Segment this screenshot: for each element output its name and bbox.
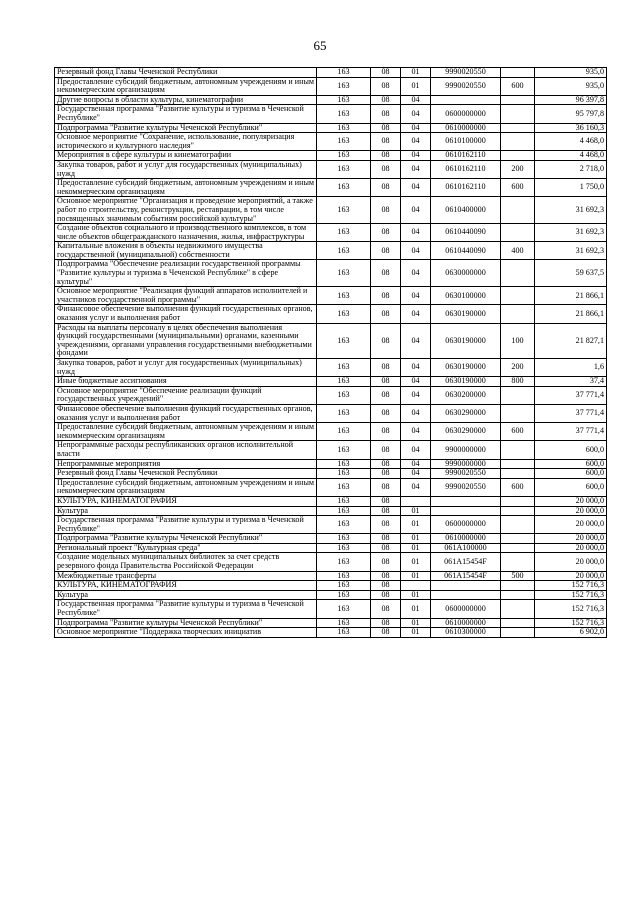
row-code-cell: 163 <box>317 590 371 600</box>
row-target-article-cell: 9900000000 <box>431 441 501 459</box>
row-section-cell: 08 <box>371 68 401 78</box>
row-code-cell: 163 <box>317 242 371 260</box>
row-name-cell: Государственная программа "Развитие культуры и туризма в Чеченской Республике" <box>55 600 317 618</box>
row-amount-cell: 37,4 <box>535 377 607 387</box>
row-code-cell: 163 <box>317 553 371 571</box>
row-target-article-cell: 0610100000 <box>431 133 501 151</box>
row-target-article-cell: 0600000000 <box>431 600 501 618</box>
row-expense-type-cell <box>501 151 535 161</box>
row-name-cell: Закупка товаров, работ и услуг для государственных (муниципальных) нужд <box>55 359 317 377</box>
row-amount-cell: 20 000,0 <box>535 506 607 516</box>
row-section-cell: 08 <box>371 305 401 323</box>
row-name-cell: Государственная программа "Развитие культуры и туризма в Чеченской Республике" <box>55 105 317 123</box>
row-expense-type-cell <box>501 534 535 544</box>
row-target-article-cell: 0630000000 <box>431 260 501 287</box>
row-amount-cell: 20 000,0 <box>535 496 607 506</box>
row-name-cell: Подпрограмма "Развитие культуры Чеченской Республики" <box>55 618 317 628</box>
row-code-cell: 163 <box>317 260 371 287</box>
row-amount-cell: 152 716,3 <box>535 590 607 600</box>
row-code-cell: 163 <box>317 105 371 123</box>
row-code-cell: 163 <box>317 77 371 95</box>
row-amount-cell: 935,0 <box>535 68 607 78</box>
row-amount-cell: 600,0 <box>535 441 607 459</box>
row-code-cell: 163 <box>317 618 371 628</box>
row-name-cell: Мероприятия в сфере культуры и кинематографии <box>55 151 317 161</box>
row-subsection-cell: 04 <box>401 469 431 479</box>
row-section-cell: 08 <box>371 323 401 358</box>
row-target-article-cell: 0630190000 <box>431 359 501 377</box>
row-section-cell: 08 <box>371 506 401 516</box>
row-name-cell: Культура <box>55 590 317 600</box>
row-subsection-cell: 04 <box>401 305 431 323</box>
row-subsection-cell: 04 <box>401 423 431 441</box>
row-section-cell: 08 <box>371 123 401 133</box>
row-subsection-cell: 04 <box>401 359 431 377</box>
row-target-article-cell: 0610162110 <box>431 151 501 161</box>
row-expense-type-cell: 200 <box>501 160 535 178</box>
row-expense-type-cell <box>501 305 535 323</box>
row-code-cell: 163 <box>317 404 371 422</box>
row-amount-cell: 152 716,3 <box>535 600 607 618</box>
row-section-cell: 08 <box>371 151 401 161</box>
row-code-cell: 163 <box>317 600 371 618</box>
row-target-article-cell: 0630290000 <box>431 423 501 441</box>
row-name-cell: Финансовое обеспечение выполнения функций государственных органов, оказания услуг и выполнения работ <box>55 305 317 323</box>
row-section-cell: 08 <box>371 377 401 387</box>
row-name-cell: Создание объектов социального и производственного комплексов, в том числе объектов общегражданского назначения, жилья, инфраструктуры <box>55 224 317 242</box>
row-target-article-cell: 0630190000 <box>431 305 501 323</box>
row-name-cell: Другие вопросы в области культуры, кинематографии <box>55 95 317 105</box>
row-target-article-cell: 9990020550 <box>431 478 501 496</box>
row-expense-type-cell: 600 <box>501 478 535 496</box>
row-expense-type-cell <box>501 496 535 506</box>
row-expense-type-cell: 600 <box>501 423 535 441</box>
row-section-cell: 08 <box>371 197 401 224</box>
row-target-article-cell: 0630190000 <box>431 377 501 387</box>
row-amount-cell: 31 692,3 <box>535 224 607 242</box>
row-target-article-cell <box>431 581 501 591</box>
row-amount-cell: 4 468,0 <box>535 133 607 151</box>
row-name-cell: Основное мероприятие "Реализация функций аппаратов исполнителей и участников государственной программы" <box>55 287 317 305</box>
row-amount-cell: 21 827,1 <box>535 323 607 358</box>
row-expense-type-cell <box>501 581 535 591</box>
row-subsection-cell <box>401 496 431 506</box>
row-target-article-cell: 0610000000 <box>431 534 501 544</box>
row-amount-cell: 21 866,1 <box>535 287 607 305</box>
row-section-cell: 08 <box>371 590 401 600</box>
row-amount-cell: 37 771,4 <box>535 404 607 422</box>
row-amount-cell: 96 397,8 <box>535 95 607 105</box>
row-expense-type-cell <box>501 386 535 404</box>
row-section-cell: 08 <box>371 496 401 506</box>
row-expense-type-cell <box>501 404 535 422</box>
row-section-cell: 08 <box>371 404 401 422</box>
row-subsection-cell: 01 <box>401 553 431 571</box>
table-row <box>55 242 607 260</box>
row-name-cell: Непрограммные расходы республиканских органов исполнительной власти <box>55 441 317 459</box>
row-expense-type-cell <box>501 516 535 534</box>
row-subsection-cell: 01 <box>401 543 431 553</box>
row-name-cell: КУЛЬТУРА, КИНЕМАТОГРАФИЯ <box>55 581 317 591</box>
row-subsection-cell: 04 <box>401 478 431 496</box>
row-expense-type-cell: 600 <box>501 77 535 95</box>
row-expense-type-cell <box>501 543 535 553</box>
row-name-cell: Предоставление субсидий бюджетным, автономным учреждениям и иным некоммерческим организациям <box>55 478 317 496</box>
row-code-cell: 163 <box>317 123 371 133</box>
row-amount-cell: 4 468,0 <box>535 151 607 161</box>
table-row <box>55 305 607 323</box>
row-code-cell: 163 <box>317 581 371 591</box>
row-amount-cell: 31 692,3 <box>535 197 607 224</box>
row-section-cell: 08 <box>371 478 401 496</box>
row-subsection-cell: 04 <box>401 404 431 422</box>
table-row <box>55 628 607 638</box>
row-amount-cell: 36 160,3 <box>535 123 607 133</box>
row-subsection-cell: 04 <box>401 133 431 151</box>
row-subsection-cell: 01 <box>401 516 431 534</box>
row-target-article-cell: 0630100000 <box>431 287 501 305</box>
row-target-article-cell: 0610162110 <box>431 179 501 197</box>
row-target-article-cell: 0630190000 <box>431 323 501 358</box>
row-amount-cell: 20 000,0 <box>535 516 607 534</box>
table-row <box>55 323 607 358</box>
row-name-cell: Подпрограмма "Развитие культуры Чеченской Республики" <box>55 123 317 133</box>
row-section-cell: 08 <box>371 534 401 544</box>
row-amount-cell: 1,6 <box>535 359 607 377</box>
table-body <box>55 68 607 638</box>
row-code-cell: 163 <box>317 386 371 404</box>
table-row <box>55 160 607 178</box>
table-row <box>55 590 607 600</box>
row-expense-type-cell <box>501 628 535 638</box>
row-subsection-cell: 01 <box>401 618 431 628</box>
row-target-article-cell: 9990000000 <box>431 459 501 469</box>
row-section-cell: 08 <box>371 242 401 260</box>
table-row <box>55 534 607 544</box>
row-section-cell: 08 <box>371 600 401 618</box>
row-target-article-cell: 0610000000 <box>431 123 501 133</box>
table-row <box>55 133 607 151</box>
row-target-article-cell <box>431 496 501 506</box>
row-subsection-cell: 01 <box>401 506 431 516</box>
row-name-cell: Создание модельных муниципальных библиотек за счет средств резервного фонда Правительства Российской Федерации <box>55 553 317 571</box>
row-name-cell: Капитальные вложения в объекты недвижимого имущества государственной (муниципальной) собственности <box>55 242 317 260</box>
row-section-cell: 08 <box>371 553 401 571</box>
row-section-cell: 08 <box>371 179 401 197</box>
row-name-cell: Закупка товаров, работ и услуг для государственных (муниципальных) нужд <box>55 160 317 178</box>
row-expense-type-cell <box>501 68 535 78</box>
row-subsection-cell: 04 <box>401 287 431 305</box>
row-subsection-cell <box>401 581 431 591</box>
row-code-cell: 163 <box>317 506 371 516</box>
row-expense-type-cell <box>501 287 535 305</box>
table-row <box>55 260 607 287</box>
row-expense-type-cell <box>501 260 535 287</box>
row-section-cell: 08 <box>371 628 401 638</box>
row-target-article-cell: 0610000000 <box>431 618 501 628</box>
table-row <box>55 105 607 123</box>
row-section-cell: 08 <box>371 287 401 305</box>
row-target-article-cell: 9990020550 <box>431 77 501 95</box>
row-expense-type-cell: 500 <box>501 571 535 581</box>
row-code-cell: 163 <box>317 441 371 459</box>
row-amount-cell: 59 637,5 <box>535 260 607 287</box>
row-target-article-cell: 0610440090 <box>431 242 501 260</box>
row-code-cell: 163 <box>317 516 371 534</box>
table-row <box>55 377 607 387</box>
row-code-cell: 163 <box>317 160 371 178</box>
row-subsection-cell: 04 <box>401 377 431 387</box>
row-expense-type-cell <box>501 590 535 600</box>
row-code-cell: 163 <box>317 534 371 544</box>
row-code-cell: 163 <box>317 323 371 358</box>
row-section-cell: 08 <box>371 441 401 459</box>
row-expense-type-cell: 100 <box>501 323 535 358</box>
row-subsection-cell: 01 <box>401 77 431 95</box>
row-section-cell: 08 <box>371 95 401 105</box>
row-subsection-cell: 04 <box>401 179 431 197</box>
table-row <box>55 123 607 133</box>
table-row <box>55 77 607 95</box>
row-code-cell: 163 <box>317 571 371 581</box>
row-section-cell: 08 <box>371 423 401 441</box>
row-subsection-cell: 04 <box>401 105 431 123</box>
row-amount-cell: 37 771,4 <box>535 386 607 404</box>
table-row <box>55 600 607 618</box>
row-expense-type-cell <box>501 600 535 618</box>
row-expense-type-cell <box>501 459 535 469</box>
row-name-cell: Основное мероприятие "Организация и проведение мероприятий, а также работ по строительству, реконструкции, реставрации, в том числе посвященных значимым событиям российской культуры" <box>55 197 317 224</box>
table-row <box>55 386 607 404</box>
row-section-cell: 08 <box>371 260 401 287</box>
row-section-cell: 08 <box>371 543 401 553</box>
row-subsection-cell: 04 <box>401 123 431 133</box>
row-code-cell: 163 <box>317 224 371 242</box>
table-row <box>55 441 607 459</box>
row-expense-type-cell: 600 <box>501 179 535 197</box>
row-amount-cell: 21 866,1 <box>535 305 607 323</box>
row-amount-cell: 20 000,0 <box>535 534 607 544</box>
row-target-article-cell <box>431 506 501 516</box>
row-target-article-cell: 9990020550 <box>431 68 501 78</box>
row-section-cell: 08 <box>371 160 401 178</box>
row-section-cell: 08 <box>371 133 401 151</box>
row-name-cell: КУЛЬТУРА, КИНЕМАТОГРАФИЯ <box>55 496 317 506</box>
row-name-cell: Иные бюджетные ассигнования <box>55 377 317 387</box>
row-expense-type-cell <box>501 618 535 628</box>
table-row <box>55 553 607 571</box>
table-row <box>55 197 607 224</box>
row-target-article-cell <box>431 590 501 600</box>
row-target-article-cell: 0630200000 <box>431 386 501 404</box>
row-name-cell: Непрограммные мероприятия <box>55 459 317 469</box>
row-target-article-cell: 0600000000 <box>431 516 501 534</box>
row-subsection-cell: 01 <box>401 600 431 618</box>
row-name-cell: Основное мероприятие "Обеспечение реализации функций государственных учреждений" <box>55 386 317 404</box>
table-row <box>55 618 607 628</box>
row-name-cell: Финансовое обеспечение выполнения функций государственных органов, оказания услуг и выполнения работ <box>55 404 317 422</box>
row-subsection-cell: 04 <box>401 260 431 287</box>
row-code-cell: 163 <box>317 287 371 305</box>
row-amount-cell: 20 000,0 <box>535 571 607 581</box>
row-subsection-cell: 04 <box>401 151 431 161</box>
row-code-cell: 163 <box>317 95 371 105</box>
row-section-cell: 08 <box>371 459 401 469</box>
table-row <box>55 179 607 197</box>
row-target-article-cell: 0610400000 <box>431 197 501 224</box>
row-code-cell: 163 <box>317 628 371 638</box>
row-subsection-cell: 04 <box>401 95 431 105</box>
row-section-cell: 08 <box>371 581 401 591</box>
row-expense-type-cell: 800 <box>501 377 535 387</box>
row-code-cell: 163 <box>317 197 371 224</box>
row-code-cell: 163 <box>317 478 371 496</box>
row-amount-cell: 31 692,3 <box>535 242 607 260</box>
row-target-article-cell <box>431 95 501 105</box>
row-code-cell: 163 <box>317 151 371 161</box>
row-section-cell: 08 <box>371 516 401 534</box>
table-row <box>55 581 607 591</box>
row-code-cell: 163 <box>317 68 371 78</box>
row-amount-cell: 6 902,0 <box>535 628 607 638</box>
row-code-cell: 163 <box>317 305 371 323</box>
row-name-cell: Подпрограмма "Обеспечение реализации государственной программы "Развитие культуры и туризма в Чеченской Республике" в сфере культуры" <box>55 260 317 287</box>
row-code-cell: 163 <box>317 133 371 151</box>
row-subsection-cell: 04 <box>401 160 431 178</box>
table-row <box>55 459 607 469</box>
row-amount-cell: 20 000,0 <box>535 543 607 553</box>
row-subsection-cell: 04 <box>401 441 431 459</box>
row-target-article-cell: 9990020550 <box>431 469 501 479</box>
row-name-cell: Резервный фонд Главы Чеченской Республики <box>55 68 317 78</box>
row-name-cell: Предоставление субсидий бюджетным, автономным учреждениям и иным некоммерческим организациям <box>55 423 317 441</box>
row-expense-type-cell: 400 <box>501 242 535 260</box>
row-code-cell: 163 <box>317 496 371 506</box>
row-name-cell: Предоставление субсидий бюджетным, автономным учреждениям и иным некоммерческим организациям <box>55 179 317 197</box>
table-row <box>55 224 607 242</box>
row-section-cell: 08 <box>371 77 401 95</box>
table-row <box>55 359 607 377</box>
row-expense-type-cell <box>501 133 535 151</box>
row-amount-cell: 600,0 <box>535 478 607 496</box>
row-name-cell: Государственная программа "Развитие культуры и туризма в Чеченской Республике" <box>55 516 317 534</box>
row-subsection-cell: 01 <box>401 628 431 638</box>
row-code-cell: 163 <box>317 543 371 553</box>
row-name-cell: Культура <box>55 506 317 516</box>
row-code-cell: 163 <box>317 469 371 479</box>
row-amount-cell: 20 000,0 <box>535 553 607 571</box>
row-subsection-cell: 04 <box>401 242 431 260</box>
row-amount-cell: 2 718,0 <box>535 160 607 178</box>
row-section-cell: 08 <box>371 469 401 479</box>
row-target-article-cell: 0610162110 <box>431 160 501 178</box>
row-amount-cell: 152 716,3 <box>535 618 607 628</box>
table-row <box>55 287 607 305</box>
row-name-cell: Основное мероприятие "Сохранение, использование, популяризация исторического и культурного наследия" <box>55 133 317 151</box>
row-section-cell: 08 <box>371 571 401 581</box>
table-row <box>55 506 607 516</box>
row-target-article-cell: 0610440090 <box>431 224 501 242</box>
row-name-cell: Подпрограмма "Развитие культуры Чеченской Республики" <box>55 534 317 544</box>
row-code-cell: 163 <box>317 179 371 197</box>
table-row <box>55 496 607 506</box>
row-code-cell: 163 <box>317 377 371 387</box>
table-row <box>55 571 607 581</box>
row-name-cell: Резервный фонд Главы Чеченской Республики <box>55 469 317 479</box>
row-name-cell: Расходы на выплаты персоналу в целях обеспечения выполнения функций государственными (муниципальными) органами, казенными учреждениями, органами управления государственными внебюджетными фондами <box>55 323 317 358</box>
row-target-article-cell: 061A100000 <box>431 543 501 553</box>
row-subsection-cell: 04 <box>401 459 431 469</box>
row-amount-cell: 600,0 <box>535 469 607 479</box>
row-amount-cell: 95 797,8 <box>535 105 607 123</box>
table-row <box>55 543 607 553</box>
table-row <box>55 478 607 496</box>
page-number: 65 <box>313 38 327 53</box>
row-subsection-cell: 01 <box>401 68 431 78</box>
row-expense-type-cell <box>501 197 535 224</box>
row-section-cell: 08 <box>371 386 401 404</box>
row-expense-type-cell <box>501 469 535 479</box>
row-target-article-cell: 0600000000 <box>431 105 501 123</box>
row-subsection-cell: 04 <box>401 386 431 404</box>
row-subsection-cell: 04 <box>401 224 431 242</box>
table-row <box>55 516 607 534</box>
table-row <box>55 404 607 422</box>
table-row <box>55 423 607 441</box>
row-section-cell: 08 <box>371 224 401 242</box>
budget-table <box>54 67 607 638</box>
row-subsection-cell: 01 <box>401 590 431 600</box>
row-expense-type-cell <box>501 95 535 105</box>
row-section-cell: 08 <box>371 105 401 123</box>
row-expense-type-cell: 200 <box>501 359 535 377</box>
row-target-article-cell: 0630290000 <box>431 404 501 422</box>
row-amount-cell: 1 750,0 <box>535 179 607 197</box>
table-row <box>55 95 607 105</box>
row-target-article-cell: 061A15454F <box>431 553 501 571</box>
table-row <box>55 151 607 161</box>
row-subsection-cell: 01 <box>401 534 431 544</box>
row-expense-type-cell <box>501 123 535 133</box>
row-expense-type-cell <box>501 441 535 459</box>
table-row <box>55 68 607 78</box>
row-amount-cell: 37 771,4 <box>535 423 607 441</box>
row-code-cell: 163 <box>317 423 371 441</box>
row-code-cell: 163 <box>317 359 371 377</box>
row-name-cell: Предоставление субсидий бюджетным, автономным учреждениям и иным некоммерческим организациям <box>55 77 317 95</box>
row-amount-cell: 935,0 <box>535 77 607 95</box>
row-expense-type-cell <box>501 224 535 242</box>
row-name-cell: Региональный проект "Культурная среда" <box>55 543 317 553</box>
row-subsection-cell: 04 <box>401 197 431 224</box>
row-expense-type-cell <box>501 506 535 516</box>
row-amount-cell: 600,0 <box>535 459 607 469</box>
row-section-cell: 08 <box>371 618 401 628</box>
row-amount-cell: 152 716,3 <box>535 581 607 591</box>
row-name-cell: Основное мероприятие "Поддержка творческих инициатив <box>55 628 317 638</box>
row-target-article-cell: 0610300000 <box>431 628 501 638</box>
table-row <box>55 469 607 479</box>
row-code-cell: 163 <box>317 459 371 469</box>
row-subsection-cell: 01 <box>401 571 431 581</box>
row-section-cell: 08 <box>371 359 401 377</box>
row-expense-type-cell <box>501 553 535 571</box>
row-expense-type-cell <box>501 105 535 123</box>
row-subsection-cell: 04 <box>401 323 431 358</box>
row-target-article-cell: 061A15454F <box>431 571 501 581</box>
row-name-cell: Межбюджетные трансферты <box>55 571 317 581</box>
